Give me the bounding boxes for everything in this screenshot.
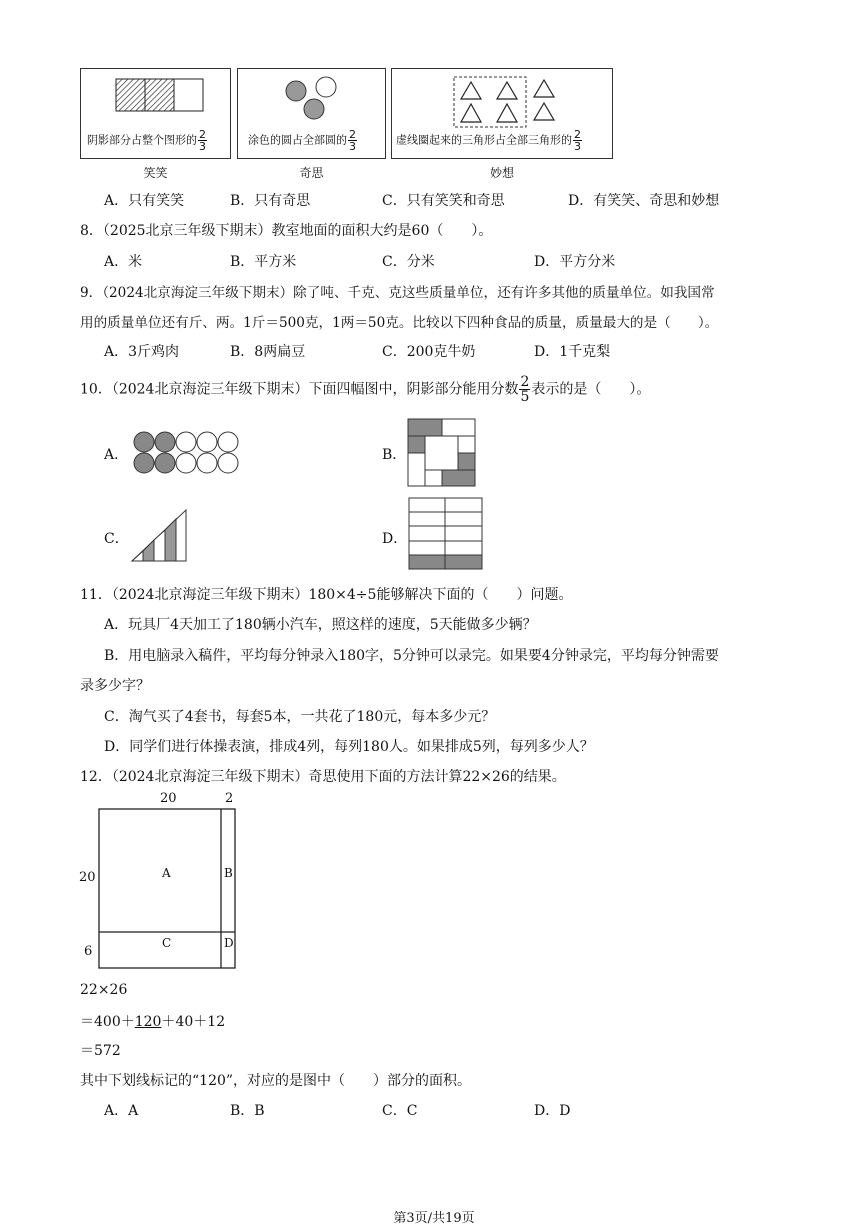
caption-qisi: 奇思 bbox=[299, 166, 324, 180]
dim-left-6: 6 bbox=[84, 944, 93, 959]
box1-text: 阴影部分占整个图形的 bbox=[87, 133, 197, 147]
dim-top-2: 2 bbox=[225, 791, 234, 806]
region-a-label: A bbox=[162, 866, 171, 880]
fraction-two-thirds: $\frac{2}{3}$ bbox=[349, 128, 356, 153]
q7-option-d: D．有笑笑、奇思和妙想 bbox=[568, 193, 720, 209]
calc-line3: ＝572 bbox=[80, 1043, 121, 1059]
q10-label-c: C． bbox=[104, 531, 129, 547]
q10-label-b: B． bbox=[382, 447, 407, 463]
q9-stem-line2: 用的质量单位还有斤、两。1斤＝500克，1两＝50克。比较以下四种食品的质量，质量最大的是（ ）。 bbox=[80, 315, 719, 331]
q11-option-c: C．淘气买了4套书，每套5本，一共花了180元，每本多少元？ bbox=[104, 709, 496, 725]
dim-top-20: 20 bbox=[160, 791, 177, 806]
q7-option-c: C．只有笑笑和奇思 bbox=[382, 193, 505, 209]
box3-text: 虚线圈起来的三角形占全部三角形的 bbox=[396, 133, 572, 147]
region-c-label: C bbox=[162, 936, 172, 950]
figure-box-xiaoxiao bbox=[80, 68, 231, 159]
q12-stem: 12．（2024北京海淀三年级下期末）奇思使用下面的方法计算22×26的结果。 bbox=[80, 769, 566, 785]
q11-option-b-line1: B．用电脑录入稿件，平均每分钟录入180字，5分钟可以录完。如果要4分钟录完，平均每分钟需要 bbox=[104, 648, 719, 664]
q10-triangle-figure bbox=[130, 508, 190, 564]
q12-option-a: A．A bbox=[104, 1103, 139, 1119]
page-footer: 第3页/共19页 bbox=[393, 1211, 475, 1226]
q10-stem-b: 表示的是（ ）。 bbox=[531, 381, 651, 398]
q8-option-c: C．分米 bbox=[382, 254, 435, 270]
q9-option-a: A．3斤鸡肉 bbox=[104, 344, 180, 360]
calc-line2: ＝400＋120＋40＋12 bbox=[80, 1014, 226, 1030]
q11-stem: 11．（2024北京海淀三年级下期末）180×4÷5能够解决下面的（ ）问题。 bbox=[80, 587, 573, 603]
q11-option-d: D．同学们进行体操表演，排成4列，每列180人。如果排成5列，每列多少人？ bbox=[104, 739, 594, 755]
q10-stem bbox=[80, 375, 650, 404]
q10-square-figure bbox=[407, 418, 477, 488]
q10-label-a: A． bbox=[104, 447, 129, 463]
q10-circles-figure bbox=[132, 430, 252, 476]
calc-line1: 22×26 bbox=[80, 982, 128, 998]
q10-label-d: D． bbox=[382, 531, 408, 547]
q9-option-c: C．200克牛奶 bbox=[382, 344, 476, 360]
q8-option-a: A．米 bbox=[104, 254, 143, 270]
q11-option-a: A．玩具厂4天加工了180辆小汽车，照这样的速度，5天能做多少辆？ bbox=[104, 617, 537, 633]
circles-figure bbox=[238, 69, 387, 129]
figure-box-qisi bbox=[237, 68, 386, 159]
q8-stem: 8．（2025北京三年级下期末）教室地面的面积大约是60（ ）。 bbox=[80, 223, 493, 239]
q11-option-b-line2: 录多少字？ bbox=[80, 678, 150, 694]
figure-box-miaoxiang bbox=[391, 68, 613, 159]
region-b-label: B bbox=[224, 866, 233, 880]
fraction-two-thirds: $\frac{2}{3}$ bbox=[199, 128, 206, 153]
shaded-rectangle-figure bbox=[81, 69, 232, 129]
q9-stem-line1: 9．（2024北京海淀三年级下期末）除了吨、千克、克这些质量单位，还有许多其他的质量单位。如我国常 bbox=[80, 285, 715, 301]
q8-option-b: B．平方米 bbox=[230, 254, 297, 270]
q12-option-c: C．C bbox=[382, 1103, 418, 1119]
caption-miaoxiang: 妙想 bbox=[489, 166, 514, 180]
box2-text: 涂色的圆占全部圆的 bbox=[248, 133, 347, 147]
q8-option-d: D．平方分米 bbox=[534, 254, 616, 270]
triangles-figure bbox=[392, 69, 614, 129]
caption-xiaoxiao: 笑笑 bbox=[143, 166, 168, 180]
q12-ask: 其中下划线标记的“120”，对应的是图中（ ）部分的面积。 bbox=[80, 1073, 472, 1089]
q7-option-b: B．只有奇思 bbox=[230, 193, 311, 209]
fraction-two-thirds: $\frac{2}{3}$ bbox=[574, 128, 581, 153]
q10-grid-figure bbox=[408, 497, 484, 571]
q12-option-d: D．D bbox=[534, 1103, 571, 1119]
dim-left-20: 20 bbox=[79, 870, 96, 885]
q10-stem-a: 10．（2024北京海淀三年级下期末）下面四幅图中，阴影部分能用分数 bbox=[80, 381, 519, 398]
q9-option-d: D．1千克梨 bbox=[534, 344, 611, 360]
fraction-two-fifths: $\frac{2}{5}$ bbox=[520, 374, 530, 405]
q7-option-a: A．只有笑笑 bbox=[104, 193, 185, 209]
q9-option-b: B．8两扁豆 bbox=[230, 344, 306, 360]
q12-option-b: B．B bbox=[230, 1103, 265, 1119]
underlined-120: 120 bbox=[134, 1014, 162, 1030]
region-d-label: D bbox=[224, 936, 234, 950]
